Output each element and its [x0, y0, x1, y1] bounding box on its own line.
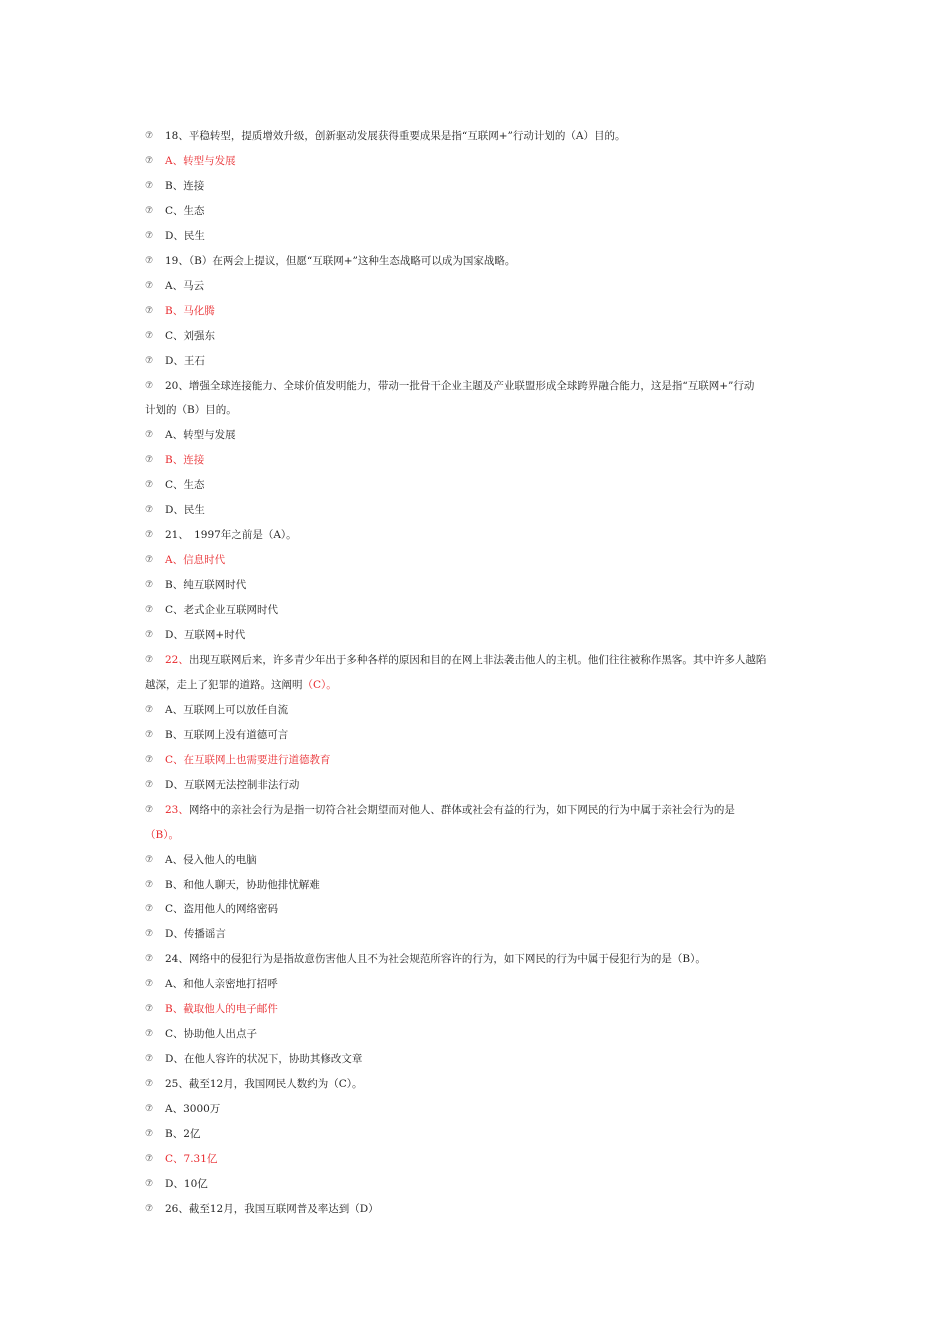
bullet-icon: ⑦ [145, 1203, 154, 1214]
question-line [0, 154, 950, 179]
bullet-icon: ⑦ [145, 131, 154, 141]
question-line [0, 453, 950, 478]
question-line [0, 728, 950, 753]
question-line [0, 902, 950, 927]
question-line [0, 1152, 950, 1177]
question-line [0, 1077, 950, 1102]
line-text: C、生态 [165, 204, 205, 217]
line-text: D、民生 [165, 229, 205, 242]
bullet-icon: ⑦ [145, 205, 154, 216]
bullet-icon: ⑦ [145, 1054, 154, 1065]
question-line [0, 1177, 950, 1202]
line-text: B、截取他人的电子邮件 [165, 1003, 278, 1016]
question-line [0, 753, 950, 778]
line-text: C、在互联网上也需要进行道德教育 [165, 753, 331, 766]
bullet-icon: ⑦ [145, 280, 154, 291]
bullet-icon: ⑦ [145, 330, 154, 341]
line-text: A、和他人亲密地打招呼 [165, 978, 278, 991]
bullet-icon: ⑦ [145, 1029, 154, 1040]
question-line [0, 478, 950, 503]
bullet-icon: ⑦ [145, 979, 154, 990]
question-line [0, 653, 950, 678]
line-text: 23、网络中的亲社会行为是指一切符合社会期望而对他人、群体或社会有益的行为，如下网民的行为中属于亲社会行为的是 [165, 803, 735, 816]
question-line-continuation [0, 828, 950, 853]
line-text: A、3000万 [165, 1103, 221, 1116]
bullet-icon: ⑦ [145, 530, 154, 541]
bullet-icon: ⑦ [145, 929, 154, 940]
question-line [0, 503, 950, 528]
bullet-icon: ⑦ [145, 654, 154, 665]
line-text: （B）。 [145, 828, 179, 841]
question-line [0, 803, 950, 828]
bullet-icon: ⑦ [145, 754, 154, 765]
bullet-icon: ⑦ [145, 1178, 154, 1189]
bullet-icon: ⑦ [145, 904, 154, 915]
bullet-icon: ⑦ [145, 1129, 154, 1139]
bullet-icon: ⑦ [145, 779, 154, 790]
line-text: B、互联网上没有道德可言 [165, 728, 289, 741]
line-text: A、互联网上可以放任自流 [165, 703, 289, 716]
line-text: C、老式企业互联网时代 [165, 604, 279, 617]
question-line [0, 603, 950, 628]
question-line [0, 329, 950, 354]
line-text: B、和他人聊天，协助他排忧解难 [165, 878, 320, 891]
line-text: C、生态 [165, 479, 205, 492]
line-text: A、转型与发展 [165, 154, 236, 167]
bullet-icon: ⑦ [145, 455, 154, 466]
bullet-icon: ⑦ [145, 305, 154, 316]
question-line [0, 279, 950, 304]
question-line [0, 1027, 950, 1052]
line-text: 20、增强全球连接能力、全球价值发明能力，带动一批骨干企业主题及产业联盟形成全球跨界融合能力，这是指“互联网+”行动 [165, 379, 755, 392]
line-text: B、2亿 [165, 1128, 201, 1140]
question-line [0, 354, 950, 379]
bullet-icon: ⑦ [145, 230, 154, 241]
line-text: B、马化腾 [165, 304, 215, 317]
bullet-icon: ⑦ [145, 555, 154, 566]
line-text: A、信息时代 [165, 554, 226, 567]
question-line [0, 977, 950, 1002]
question-line [0, 129, 950, 154]
question-line [0, 553, 950, 578]
line-text: D、王石 [165, 354, 205, 367]
bullet-icon: ⑦ [145, 1004, 154, 1015]
question-line [0, 1127, 950, 1152]
line-text: D、互联网+时代 [165, 629, 246, 641]
line-text: B、连接 [165, 179, 205, 192]
line-text: 24、网络中的侵犯行为是指故意伤害他人且不为社会规范所容许的行为，如下网民的行为中属于侵犯行为的是（B）。 [165, 953, 706, 966]
question-line [0, 628, 950, 653]
question-line [0, 1102, 950, 1127]
bullet-icon: ⑦ [145, 505, 154, 516]
bullet-icon: ⑦ [145, 380, 154, 391]
bullet-icon: ⑦ [145, 480, 154, 491]
question-line-continuation [0, 678, 950, 703]
line-text: 22、出现互联网后来，许多青少年出于多种各样的原因和目的在网上非法袭击他人的主机。他们往往被称作黑客。其中许多人越陷 [165, 653, 767, 666]
bullet-icon: ⑦ [145, 255, 154, 266]
line-text: D、互联网无法控制非法行动 [165, 778, 300, 791]
question-line-continuation [0, 403, 950, 428]
bullet-icon: ⑦ [145, 580, 154, 591]
question-line [0, 254, 950, 279]
question-line [0, 528, 950, 553]
bullet-icon: ⑦ [145, 1153, 154, 1164]
bullet-icon: ⑦ [145, 1104, 154, 1115]
question-line [0, 952, 950, 977]
line-text: D、民生 [165, 504, 205, 517]
line-text: B、纯互联网时代 [165, 579, 247, 592]
line-text: D、传播谣言 [165, 928, 226, 941]
line-text: 计划的（B）目的。 [145, 404, 237, 417]
line-text: 19、（B）在两会上提议，但愿“互联网+”这种生态战略可以成为国家战略。 [165, 254, 516, 267]
bullet-icon: ⑦ [145, 854, 154, 865]
question-line [0, 1202, 950, 1227]
question-line [0, 927, 950, 952]
line-text: C、协助他人出点子 [165, 1028, 258, 1041]
question-line [0, 428, 950, 453]
bullet-icon: ⑦ [145, 180, 154, 191]
bullet-icon: ⑦ [145, 729, 154, 740]
line-text: A、侵入他人的电脑 [165, 853, 257, 866]
question-line [0, 853, 950, 878]
bullet-icon: ⑦ [145, 630, 154, 640]
bullet-icon: ⑦ [145, 1079, 154, 1090]
bullet-icon: ⑦ [145, 155, 154, 166]
line-text: 21、 1997年之前是（A）。 [165, 529, 297, 542]
question-line [0, 229, 950, 254]
bullet-icon: ⑦ [145, 704, 154, 715]
question-line [0, 1052, 950, 1077]
line-text: A、转型与发展 [165, 429, 236, 442]
bullet-icon: ⑦ [145, 804, 154, 815]
line-text: D、在他人容许的状况下，协助其修改文章 [165, 1053, 363, 1066]
bullet-icon: ⑦ [145, 430, 154, 441]
line-text: 25、截至12月，我国网民人数约为（C）。 [165, 1078, 363, 1091]
line-text: C、7.31亿 [165, 1152, 218, 1165]
question-line [0, 1002, 950, 1027]
question-line [0, 778, 950, 803]
question-line [0, 179, 950, 204]
line-text: A、马云 [165, 279, 205, 292]
question-line [0, 578, 950, 603]
line-text: C、盗用他人的网络密码 [165, 903, 279, 916]
line-text: 越深，走上了犯罪的道路。这阐明（C）。 [145, 678, 337, 691]
question-line [0, 304, 950, 329]
question-line [0, 878, 950, 903]
bullet-icon: ⑦ [145, 605, 154, 616]
question-line [0, 204, 950, 229]
bullet-icon: ⑦ [145, 879, 154, 890]
bullet-icon: ⑦ [145, 355, 154, 366]
line-text: C、刘强东 [165, 329, 216, 342]
question-line [0, 703, 950, 728]
line-text: 18、平稳转型，提质增效升级，创新驱动发展获得重要成果是指“互联网+”行动计划的（A）目的。 [165, 130, 626, 142]
bullet-icon: ⑦ [145, 954, 154, 965]
line-text: D、10亿 [165, 1177, 208, 1190]
line-text: B、连接 [165, 454, 205, 467]
question-line [0, 379, 950, 404]
line-text: 26、截至12月，我国互联网普及率达到（D） [165, 1202, 379, 1215]
